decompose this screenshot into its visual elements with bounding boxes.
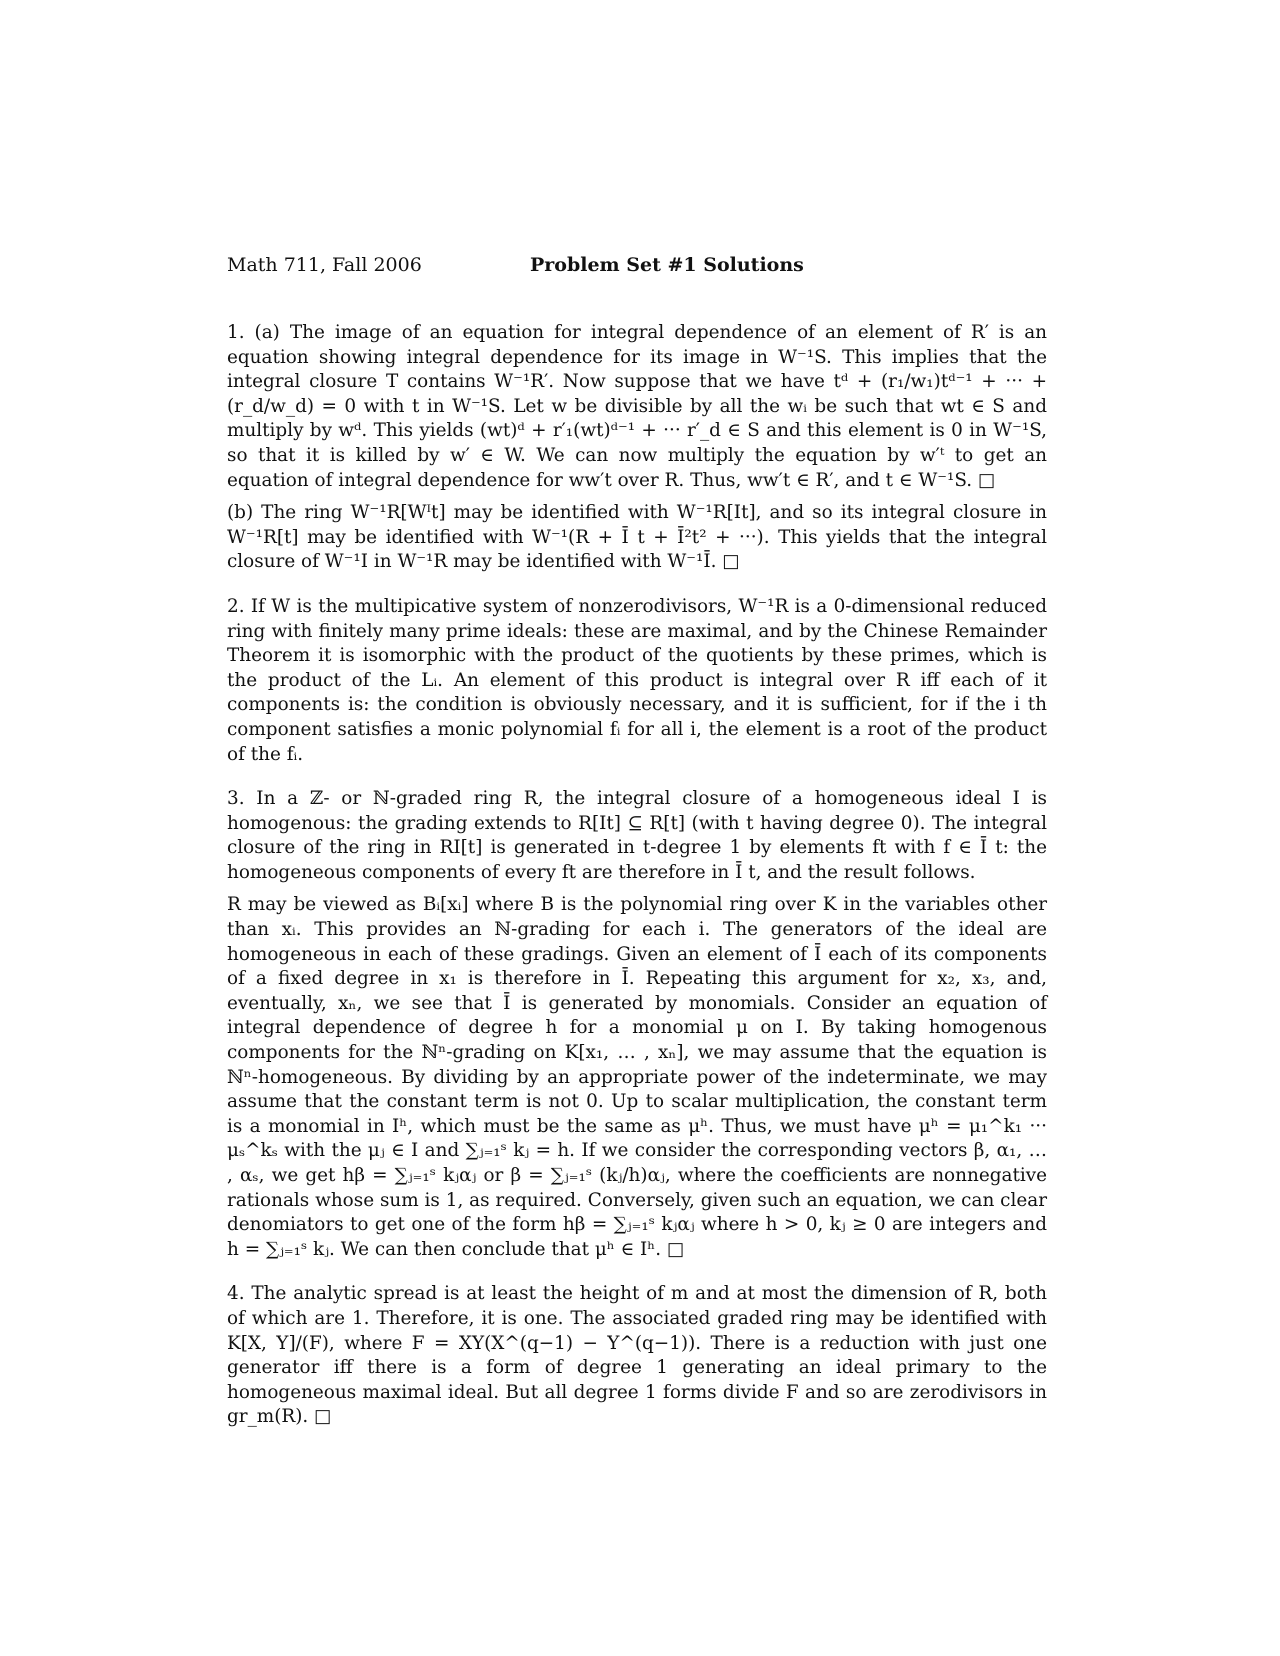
- page-header: [227, 254, 1047, 282]
- page-title: Problem Set #1 Solutions: [530, 254, 804, 276]
- solutions-body: [227, 321, 1047, 1430]
- solution-4: 4. The analytic spread is at least the height of m and at most the dimension of R, both of which are 1. Therefore, it is one. The associated graded ring may be identified with K[X, Y]/(F), where F = XY(X^(q−1) − Y^(q−1)). There is a reduction with just one generator iff there is a form of degree 1 generating an ideal primary to the homogeneous maximal ideal. But all degree 1 forms divide F and so are zerodivisors in gr_m(R). □: [227, 1283, 1047, 1428]
- solution-1b: (b) The ring W⁻¹R[Wᴵt] may be identified with W⁻¹R[It], and so its integral closure in W⁻¹R[t] may be identified with W⁻¹(R + Ī t + Ī²t² + ···). This yields that the integral closure of W⁻¹I in W⁻¹R may be identified with W⁻¹Ī. □: [227, 502, 1047, 573]
- solution-1a: 1. (a) The image of an equation for integral dependence of an element of R′ is an equation showing integral dependence for its image in W⁻¹S. This implies that the integral closure T contains W⁻¹R′. Now suppose that we have tᵈ + (r₁/w₁)tᵈ⁻¹ + ··· + (r_d/w_d) = 0 with t in W⁻¹S. Let w be divisible by all the wᵢ be such that wt ∈ S and multiply by wᵈ. This yields (wt)ᵈ + r′₁(wt)ᵈ⁻¹ + ··· r′_d ∈ S and this element is 0 in W⁻¹S, so that it is killed by w′ ∈ W. We can now multiply the equation by w′ᵗ to get an equation of integral dependence for ww′t over R. Thus, ww′t ∈ R′, and t ∈ W⁻¹S. □: [227, 322, 1047, 491]
- solution-2: 2. If W is the multipicative system of nonzerodivisors, W⁻¹R is a 0-dimensional reduced ring with finitely many prime ideals: these are maximal, and by the Chinese Remainder Theorem it is isomorphic with the product of the quotients by these primes, which is the product of the Lᵢ. An element of this product is integral over R iff each of it components is: the condition is obviously necessary, and it is sufficient, for if the i th component satisfies a monic polynomial fᵢ for all i, the element is a root of the product of the fᵢ.: [227, 595, 1047, 765]
- solution-3-continued: R may be viewed as Bᵢ[xᵢ] where B is the polynomial ring over K in the variables other than xᵢ. This provides an ℕ-grading for each i. The generators of the ideal are homogeneous in each of these gradings. Given an element of Ī each of its components of a fixed degree in x₁ is therefore in Ī. Repeating this argument for x₂, x₃, and, eventually, xₙ, we see that Ī is generated by monomials. Consider an equation of integral dependence of degree h for a monomial μ on I. By taking homogenous components for the ℕⁿ-grading on K[x₁, … , xₙ], we may assume that the equation is ℕⁿ-homogeneous. By dividing by an appropriate power of the indeterminate, we may assume that the constant term is not 0. Up to scalar multiplication, the constant term is a monomial in Iʰ, which must be the same as μʰ. Thus, we must have μʰ = μ₁^k₁ ··· μₛ^kₛ with the μⱼ ∈ I and ∑ⱼ₌₁ˢ kⱼ = h. If we consider the corresponding vectors β, α₁, … , αₛ, we get hβ = ∑ⱼ₌₁ˢ kⱼαⱼ or β = ∑ⱼ₌₁ˢ (kⱼ/h)αⱼ, where the coefficients are nonnegative rationals whose sum is 1, as required. Conversely, given such an equation, we can clear denomiators to get one of the form hβ = ∑ⱼ₌₁ˢ kⱼαⱼ where h > 0, kⱼ ≥ 0 are integers and h = ∑ⱼ₌₁ˢ kⱼ. We can then conclude that μʰ ∈ Iʰ. □: [227, 894, 1047, 1260]
- course-label: Math 711, Fall 2006: [227, 254, 422, 276]
- solution-3: 3. In a ℤ- or ℕ-graded ring R, the integral closure of a homogeneous ideal I is homogenous: the grading extends to R[It] ⊆ R[t] (with t having degree 0). The integral closure of the ring in RI[t] is generated in t-degree 1 by elements ft with f ∈ Ī t: the homogeneous components of every ft are therefore in Ī t, and the result follows.: [227, 788, 1047, 883]
